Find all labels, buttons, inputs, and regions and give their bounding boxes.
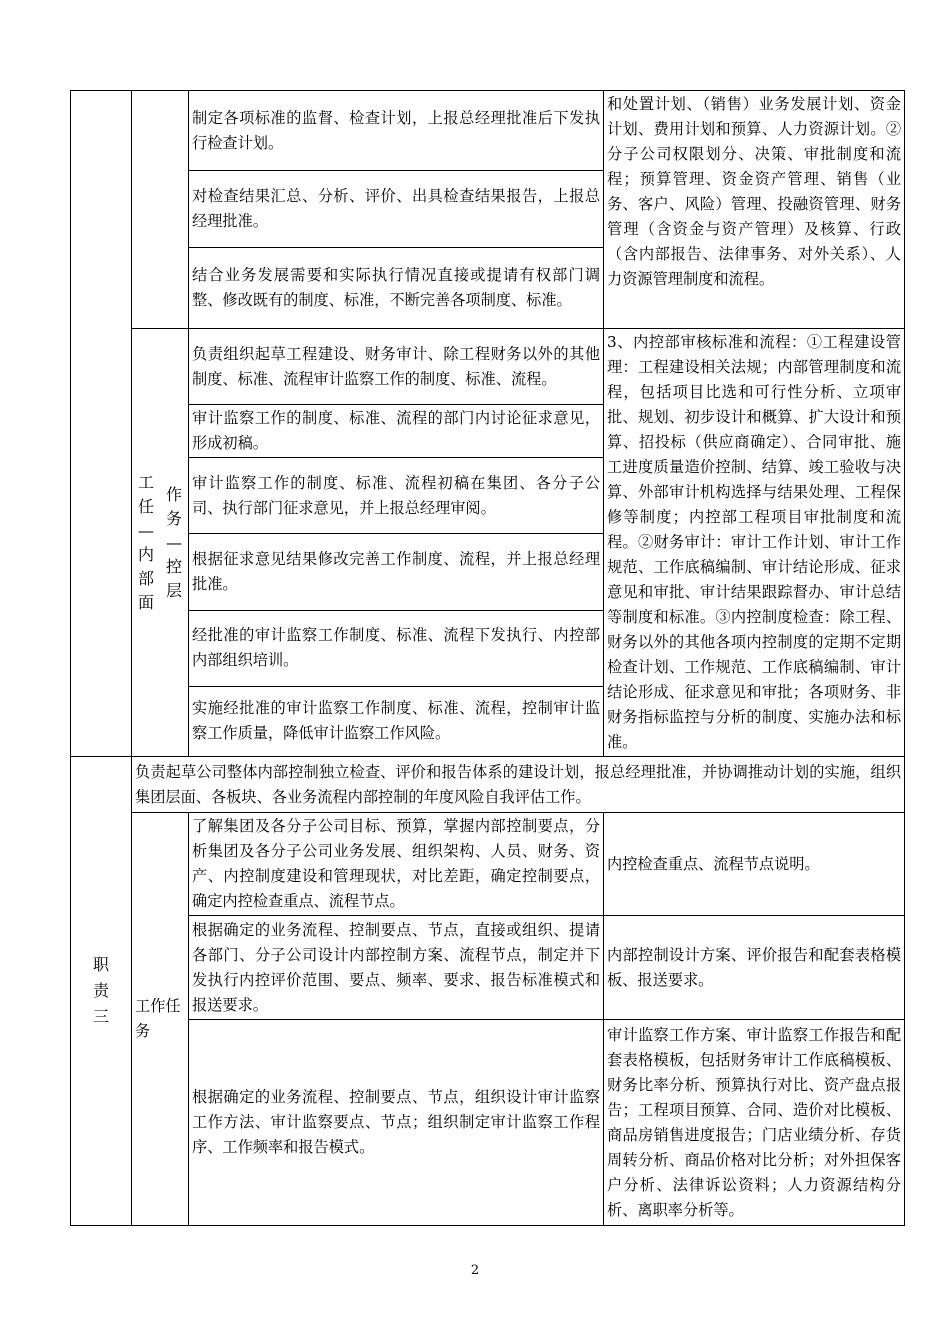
- label-column-1: 工 任 — 内 部 面: [137, 472, 154, 612]
- task-cell: 经批准的审计监察工作制度、标准、流程下发执行、内控部内部组织培训。: [189, 610, 604, 686]
- task-cell: 实施经批准的审计监察工作制度、标准、流程，控制审计监察工作质量，降低审计监察工作风险。: [189, 686, 604, 756]
- output-cell: 内部控制设计方案、评价报告和配套表格模板、报送要求。: [604, 916, 905, 1020]
- output-cell: 审计监察工作方案、审计监察工作报告和配套表格模板，包括财务审计工作底稿模板、财务比率分析、预算执行对比、资产盘点报告；工程项目预算、合同、造价对比模板、商品房销售进度报告；门店业绩分析、存货周转分析、商品价格对比分析；对外担保客户分析、法律诉讼资料；人力资源结构分析、离职率分析等。: [604, 1020, 905, 1226]
- duty-summary: 负责起草公司整体内部控制独立检查、评价和报告体系的建设计划，报总经理批准，并协调推动计划的实施，组织集团层面、各板块、各业务流程内部控制的年度风险自我评估工作。: [132, 757, 905, 813]
- task-label-work: 工作任务: [132, 813, 189, 1226]
- task-cell: 制定各项标准的监督、检查计划，上报总经理批准后下发执行检查计划。: [189, 91, 604, 171]
- output-cell: 和处置计划、（销售）业务发展计划、资金计划、费用计划和预算、人力资源计划。②分子公司权限划分、决策、审批制度和流程；预算管理、资金资产管理、销售（业务、客户、风险）管理、投融资管理、财务管理（含资金与资产管理）及核算、行政（含内部报告、法律事务、对外关系）、人力资源管理制度和流程。: [604, 91, 905, 329]
- page-number: 2: [470, 1263, 480, 1278]
- task-cell: 根据确定的业务流程、控制要点、节点，直接或组织、提请各部门、分子公司设计内部控制方案、流程节点，制定并下发执行内控评价范围、要点、频率、要求、报告标准模式和报送要求。: [189, 916, 604, 1020]
- table-row: [71, 1020, 905, 1226]
- task-label-cell-empty: [132, 91, 189, 329]
- table-row: [71, 329, 905, 405]
- table-row: [71, 916, 905, 1020]
- duty-label-cell-empty: [71, 91, 132, 757]
- duty-three-label: 职 责 三: [71, 757, 132, 1226]
- task-cell: 结合业务发展需要和实际执行情况直接或提请有权部门调整、修改既有的制度、标准，不断完善各项制度、标准。: [189, 248, 604, 329]
- label-column-2: 作 务 — 控 层: [166, 484, 183, 600]
- task-cell: 对检查结果汇总、分析、评价、出具检查结果报告，上报总经理批准。: [189, 171, 604, 248]
- task-cell: 根据征求意见结果修改完善工作制度、流程，并上报总经理批准。: [189, 534, 604, 610]
- output-cell: 内控检查重点、流程节点说明。: [604, 813, 905, 916]
- output-cell: 3、内控部审核标准和流程：①工程建设管理：工程建设相关法规；内部管理制度和流程，包括项目比选和可行性分析、立项审批、规划、初步设计和概算、扩大设计和预算、招投标（供应商确定）、合同审批、施工进度质量造价控制、结算、竣工验收与决算、外部审计机构选择与结果处理、工程保修等制度；内控部工程项目审批制度和流程。②财务审计：审计工作计划、审计工作规范、工作底稿编制、审计结论形成、征求意见和审批、审计结果跟踪督办、审计总结等制度和标准。③内控制度检查：除工程、财务以外的其他各项内控制度的定期不定期检查计划、工作规范、工作底稿编制、审计结论形成、征求意见和审批；各项财务、非财务指标监控与分析的制度、实施办法和标准。: [604, 329, 905, 757]
- table-row: [71, 757, 905, 813]
- task-label-internal-control: [132, 329, 189, 757]
- table-row: [71, 813, 905, 916]
- task-cell: 审计监察工作的制度、标准、流程的部门内讨论征求意见，形成初稿。: [189, 405, 604, 458]
- duty-table: [70, 90, 905, 1226]
- task-cell: 审计监察工作的制度、标准、流程初稿在集团、各分子公司、执行部门征求意见，并上报总经理审阅。: [189, 458, 604, 534]
- task-cell: 根据确定的业务流程、控制要点、节点，组织设计审计监察工作方法、审计监察要点、节点；组织制定审计监察工作程序、工作频率和报告模式。: [189, 1020, 604, 1226]
- table-row: [71, 91, 905, 171]
- task-cell: 了解集团及各分子公司目标、预算，掌握内部控制要点，分析集团及各分子公司业务发展、组织架构、人员、财务、资产、内控制度建设和管理现状，对比差距，确定控制要点，确定内控检查重点、流程节点。: [189, 813, 604, 916]
- task-cell: 负责组织起草工程建设、财务审计、除工程财务以外的其他制度、标准、流程审计监察工作的制度、标准、流程。: [189, 329, 604, 405]
